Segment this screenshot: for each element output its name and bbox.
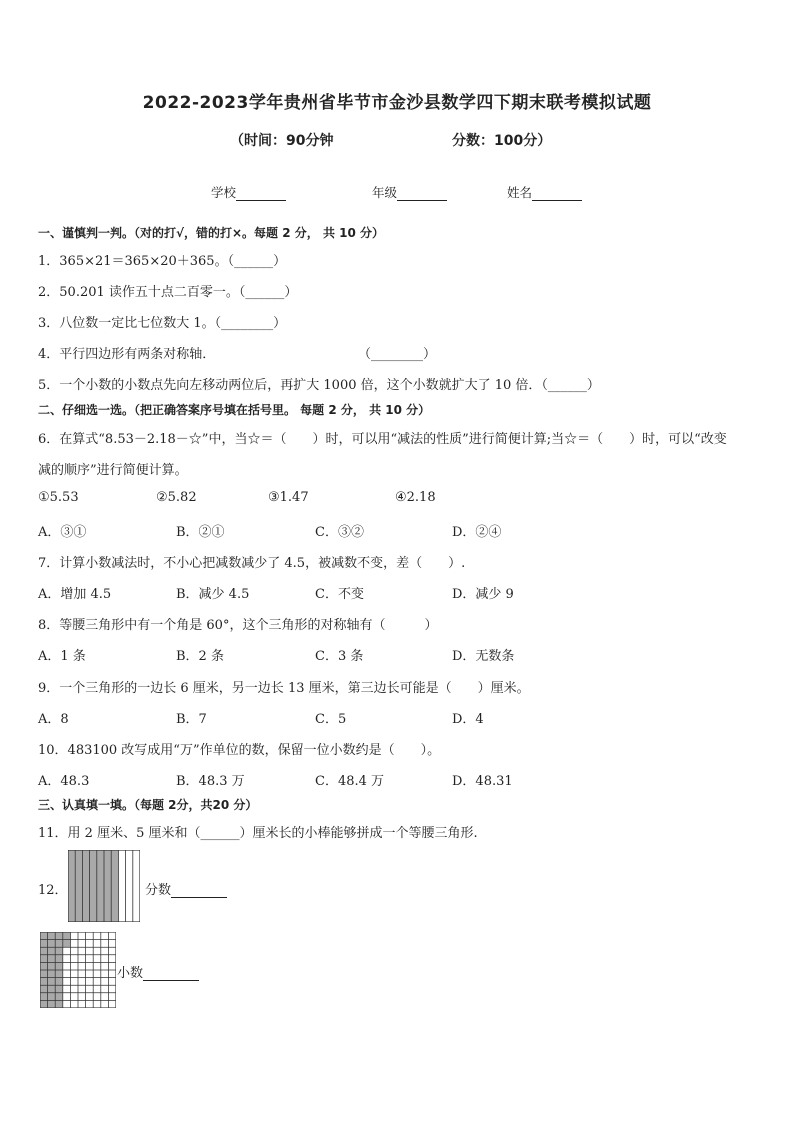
- name-field[interactable]: [507, 183, 582, 201]
- question-8: 8．等腰三角形中有一个角是 60°，这个三角形的对称轴有（ ）: [38, 618, 438, 633]
- question-4: 4．平行四边形有两条对称轴．: [38, 347, 216, 362]
- school-field[interactable]: [211, 183, 286, 201]
- section-1-heading: 一、谨慎判一判。（对的打√，错的打×。每题 2 分， 共 10 分）: [38, 226, 384, 240]
- decimal-label: 小数: [117, 966, 144, 981]
- q10-option-c: C．48.4 万: [315, 774, 385, 789]
- q6-choice: ①5.53: [38, 490, 79, 505]
- fraction-strip-grid: [68, 850, 140, 922]
- q9-option-d: D．4: [452, 712, 484, 727]
- question-3: 3．八位数一定比七位数大 1。（________）: [38, 316, 287, 331]
- grade-field[interactable]: [372, 183, 447, 201]
- question-5: 5．一个小数的小数点先向左移动两位后，再扩大 1000 倍，这个小数就扩大了 10 倍．（______）: [38, 378, 600, 393]
- question-11: 11．用 2 厘米、5 厘米和（______）厘米长的小棒能够拼成一个等腰三角形.: [38, 826, 478, 841]
- exam-score: 分数：100分）: [452, 133, 552, 149]
- q9-option-c: C．5: [315, 712, 347, 727]
- decimal-hundred-grid: [40, 932, 116, 1008]
- q6-choice: ②5.82: [156, 490, 197, 505]
- q6-choice: ④2.18: [395, 490, 436, 505]
- q7-option-b: B．减少 4.5: [176, 587, 250, 602]
- q8-option-a: A．1 条: [38, 649, 86, 664]
- q6-choice: ③1.47: [268, 490, 309, 505]
- section-3-heading: 三、认真填一填。（每题 2分，共20 分）: [38, 798, 258, 812]
- grade-label: 年级: [372, 185, 398, 200]
- q12-decimal-field[interactable]: [117, 962, 199, 981]
- q12-fraction-field[interactable]: [145, 879, 227, 898]
- question-6-cont: 减的顺序”进行简便计算。: [38, 463, 188, 478]
- school-label: 学校: [211, 185, 237, 200]
- section-2-heading: 二、仔细选一选。（把正确答案序号填在括号里。 每题 2 分， 共 10 分）: [38, 403, 431, 417]
- q6-option-a: A．③①: [38, 525, 87, 540]
- q6-option-c: C．③②: [315, 525, 364, 540]
- q7-option-d: D．减少 9: [452, 587, 514, 602]
- question-4-blank: （________）: [358, 347, 437, 362]
- fraction-label: 分数: [145, 883, 172, 898]
- q6-option-b: B．②①: [176, 525, 225, 540]
- question-2: 2．50.201 读作五十点二百零一。（______）: [38, 285, 298, 300]
- question-7: 7．计算小数减法时，不小心把减数减少了 4.5，被减数不变，差（ ）.: [38, 556, 466, 571]
- q7-option-a: A．增加 4.5: [38, 587, 112, 602]
- q7-option-c: C．不变: [315, 587, 364, 602]
- q9-option-b: B．7: [176, 712, 207, 727]
- name-label: 姓名: [507, 185, 533, 200]
- q6-option-d: D．②④: [452, 525, 502, 540]
- question-9: 9．一个三角形的一边长 6 厘米，另一边长 13 厘米，第三边长可能是（ ）厘米。: [38, 681, 530, 696]
- question-6: 6．在算式“8.53－2.18－☆”中，当☆＝（ ）时，可以用“减法的性质”进行简便计算;当☆＝（ ）时，可以“改变: [38, 432, 727, 447]
- exam-time: （时间：90分钟: [230, 133, 334, 149]
- q10-option-a: A．48.3: [38, 774, 90, 789]
- q8-option-c: C．3 条: [315, 649, 364, 664]
- q10-option-d: D．48.31: [452, 774, 513, 789]
- question-12-number: 12．: [38, 883, 68, 898]
- q8-option-b: B．2 条: [176, 649, 224, 664]
- q8-option-d: D．无数条: [452, 649, 515, 664]
- question-10: 10．483100 改写成用“万”作单位的数，保留一位小数约是（ ）。: [38, 743, 441, 758]
- page-title: 2022-2023学年贵州省毕节市金沙县数学四下期末联考模拟试题: [142, 93, 652, 113]
- question-1: 1．365×21＝365×20＋365。（______）: [38, 254, 287, 269]
- q10-option-b: B．48.3 万: [176, 774, 245, 789]
- q9-option-a: A．8: [38, 712, 69, 727]
